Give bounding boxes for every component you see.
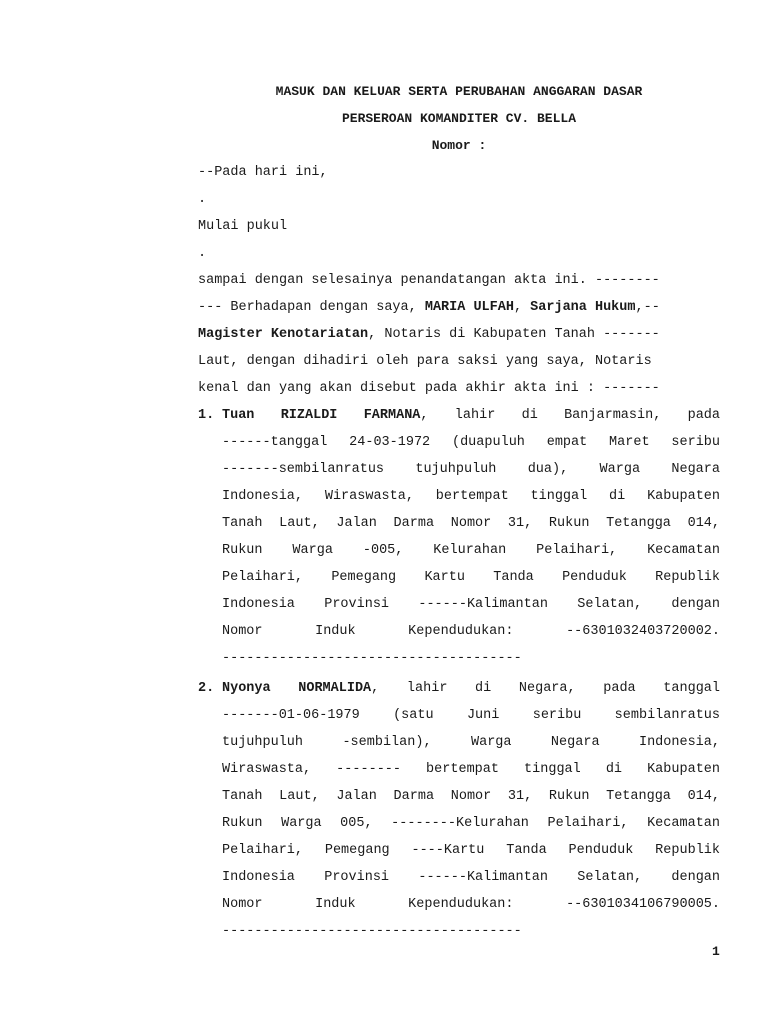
intro-line: --Pada hari ini, bbox=[198, 165, 328, 180]
notary-name: MARIA ULFAH bbox=[424, 300, 514, 315]
notary-degree: Magister Kenotariatan bbox=[198, 327, 369, 342]
text-run: , lahir di Banjarmasin, pada bbox=[420, 408, 720, 423]
item-line: Nomor Induk Kependudukan: --6301034106790005. bbox=[222, 897, 720, 912]
doc-title-line-1: MASUK DAN KELUAR SERTA PERUBAHAN ANGGARAN DASAR bbox=[275, 84, 643, 99]
intro-line: Mulai pukul bbox=[198, 219, 288, 234]
intro-line: . bbox=[198, 192, 207, 207]
intro-line: Laut, dengan dihadiri oleh para saksi yang saya, Notaris bbox=[198, 354, 652, 369]
item-line: Pelaihari, Pemegang Kartu Tanda Penduduk Republik bbox=[222, 570, 720, 585]
intro-notary-line bbox=[198, 325, 720, 345]
item-number: 1. bbox=[198, 408, 215, 423]
notary-degree: Sarjana Hukum bbox=[530, 300, 636, 315]
item-first-line bbox=[222, 406, 720, 426]
item-line: Nomor Induk Kependudukan: --6301032403720002. bbox=[222, 624, 720, 639]
intro-line: sampai dengan selesainya penandatangan akta ini. -------- bbox=[198, 273, 660, 288]
page-number: 1 bbox=[712, 944, 720, 959]
item-line: Indonesia, Wiraswasta, bertempat tinggal di Kabupaten bbox=[222, 489, 720, 504]
item-tail-dashes: ------------------------------------- bbox=[222, 651, 522, 666]
text-run: , lahir di Negara, pada tanggal bbox=[371, 681, 720, 696]
item-line: Indonesia Provinsi ------Kalimantan Selatan, dengan bbox=[222, 597, 720, 612]
item-line: Rukun Warga -005, Kelurahan Pelaihari, Kecamatan bbox=[222, 543, 720, 558]
item-line: Tanah Laut, Jalan Darma Nomor 31, Rukun Tetangga 014, bbox=[222, 789, 720, 804]
party-name: Tuan RIZALDI FARMANA bbox=[222, 408, 421, 423]
item-line: ------tanggal 24-03-1972 (duapuluh empat Maret seribu bbox=[222, 435, 720, 450]
text-run: , Notaris di Kabupaten Tanah ------- bbox=[368, 327, 660, 342]
text-run: ,-- bbox=[635, 300, 660, 315]
party-name: Nyonya NORMALIDA bbox=[222, 681, 372, 696]
item-number: 2. bbox=[198, 681, 215, 696]
doc-number-label: Nomor : bbox=[431, 138, 487, 153]
doc-title-line-2: PERSEROAN KOMANDITER CV. BELLA bbox=[341, 111, 577, 126]
item-line: Indonesia Provinsi ------Kalimantan Selatan, dengan bbox=[222, 870, 720, 885]
item-line: Tanah Laut, Jalan Darma Nomor 31, Rukun Tetangga 014, bbox=[222, 516, 720, 531]
item-line: Pelaihari, Pemegang ----Kartu Tanda Penduduk Republik bbox=[222, 843, 720, 858]
item-line: tujuhpuluh -sembilan), Warga Negara Indonesia, bbox=[222, 735, 720, 750]
item-tail-dashes: ------------------------------------- bbox=[222, 924, 522, 939]
intro-notary-line bbox=[198, 298, 720, 318]
item-line: -------sembilanratus tujuhpuluh dua), Warga Negara bbox=[222, 462, 720, 477]
item-line: Wiraswasta, -------- bertempat tinggal di Kabupaten bbox=[222, 762, 720, 777]
item-first-line bbox=[222, 679, 720, 699]
intro-line: kenal dan yang akan disebut pada akhir akta ini : ------- bbox=[198, 381, 660, 396]
intro-line: . bbox=[198, 246, 207, 261]
item-line: Rukun Warga 005, --------Kelurahan Pelaihari, Kecamatan bbox=[222, 816, 720, 831]
text-run: --- Berhadapan dengan saya, bbox=[198, 300, 425, 315]
text-run: , bbox=[513, 300, 531, 315]
item-line: -------01-06-1979 (satu Juni seribu sembilanratus bbox=[222, 708, 720, 723]
